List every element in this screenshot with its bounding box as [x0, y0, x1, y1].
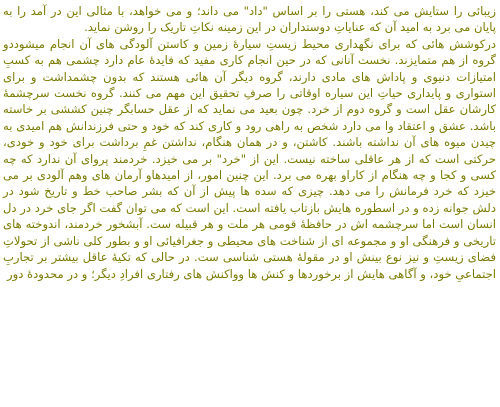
paragraph-main: درکوشش هائی که برای نگهداری محیط زیستِ سیارهٔ زمین و کاستن آلودگی های آن انجام میشوددو گروه از هم متمایزند. نخست آنانی که در حین انجام کاری مفید که فایدهٔ عام دارد چشمی هم به کسبِ امتیازات دنیوی و پاداش های مادی دارند، گروه دیگر آن هائی هستند که بدون چشمداشت و برای استواری و پایداری حیاتِ این سیاره اوقاتی را صرفِ تحقیق این مهم می کنند. گروه نخست سرچشمهٔ کارشان عقل است و گروه دوم از خرد. چون بعید می نماید که از عقل حسابگر چنین کششی بر خاسته باشد. عشق و اعتقاد وا می دارد شخص به راهی رود و کاری کند که خود و حتی فرزندانش هم امیدی به چیدن میوه های آن نداشته باشند. کاشتن، و در همان هنگام، نداشتن غمِ برداشت برای خود و خودی، حرکتی است که از هر عاقلی ساخته نیست. این از "خرد" بر می خیزد. خردمند پروای آن ندارد که چه کسی و کجا و چه هنگام از کاراو بهره می برد. این چنین امور، از امیدهاو آرمان های وهم آلودی بر می خیزد که خرد فرمانش را می دهد. چیزی که سده ها پیش از آن که بشر صاحب خط و تاریخ شود در دلش جوانه زده و در اسطوره هایش بازتاب یافته است. این است که می توان گفت اگر جای خرد در دل انسان است اما سرچشمه اش در حافظهٔ قومی هر ملت و هر قبیله ست. آبشخور خردمند، اندوخته های تاریخی و فرهنگی او و مجموعه ای از شناخت های محیطی و جغرافیائی او و بطور کلی ناشی از تحولاتِ فضای زیستِ و نیز نوع بینش او در مقولهٔ هستی شناسی ست. در حالی که تکیهٔ عاقل بیشتر بر تجاربِ اجتماعیِ خود، و آگاهی هایش از برخوردها و کنش ها وواکنش های رفتاری افرادِ دیگر؛ و در محدودهٔ دور	[3, 36, 496, 281]
document-body	[3, 3, 496, 282]
paragraph-intro: زیبائی را ستایش می کند، هستی را بر اساس "داد" می داند؛ و می خواهد، با مثالی این در آمد را به پایان می برد به امید آن که عنایاتِ دوستداران در این زمینه نکاتِ تاریک را روشن نماید.	[3, 4, 496, 35]
